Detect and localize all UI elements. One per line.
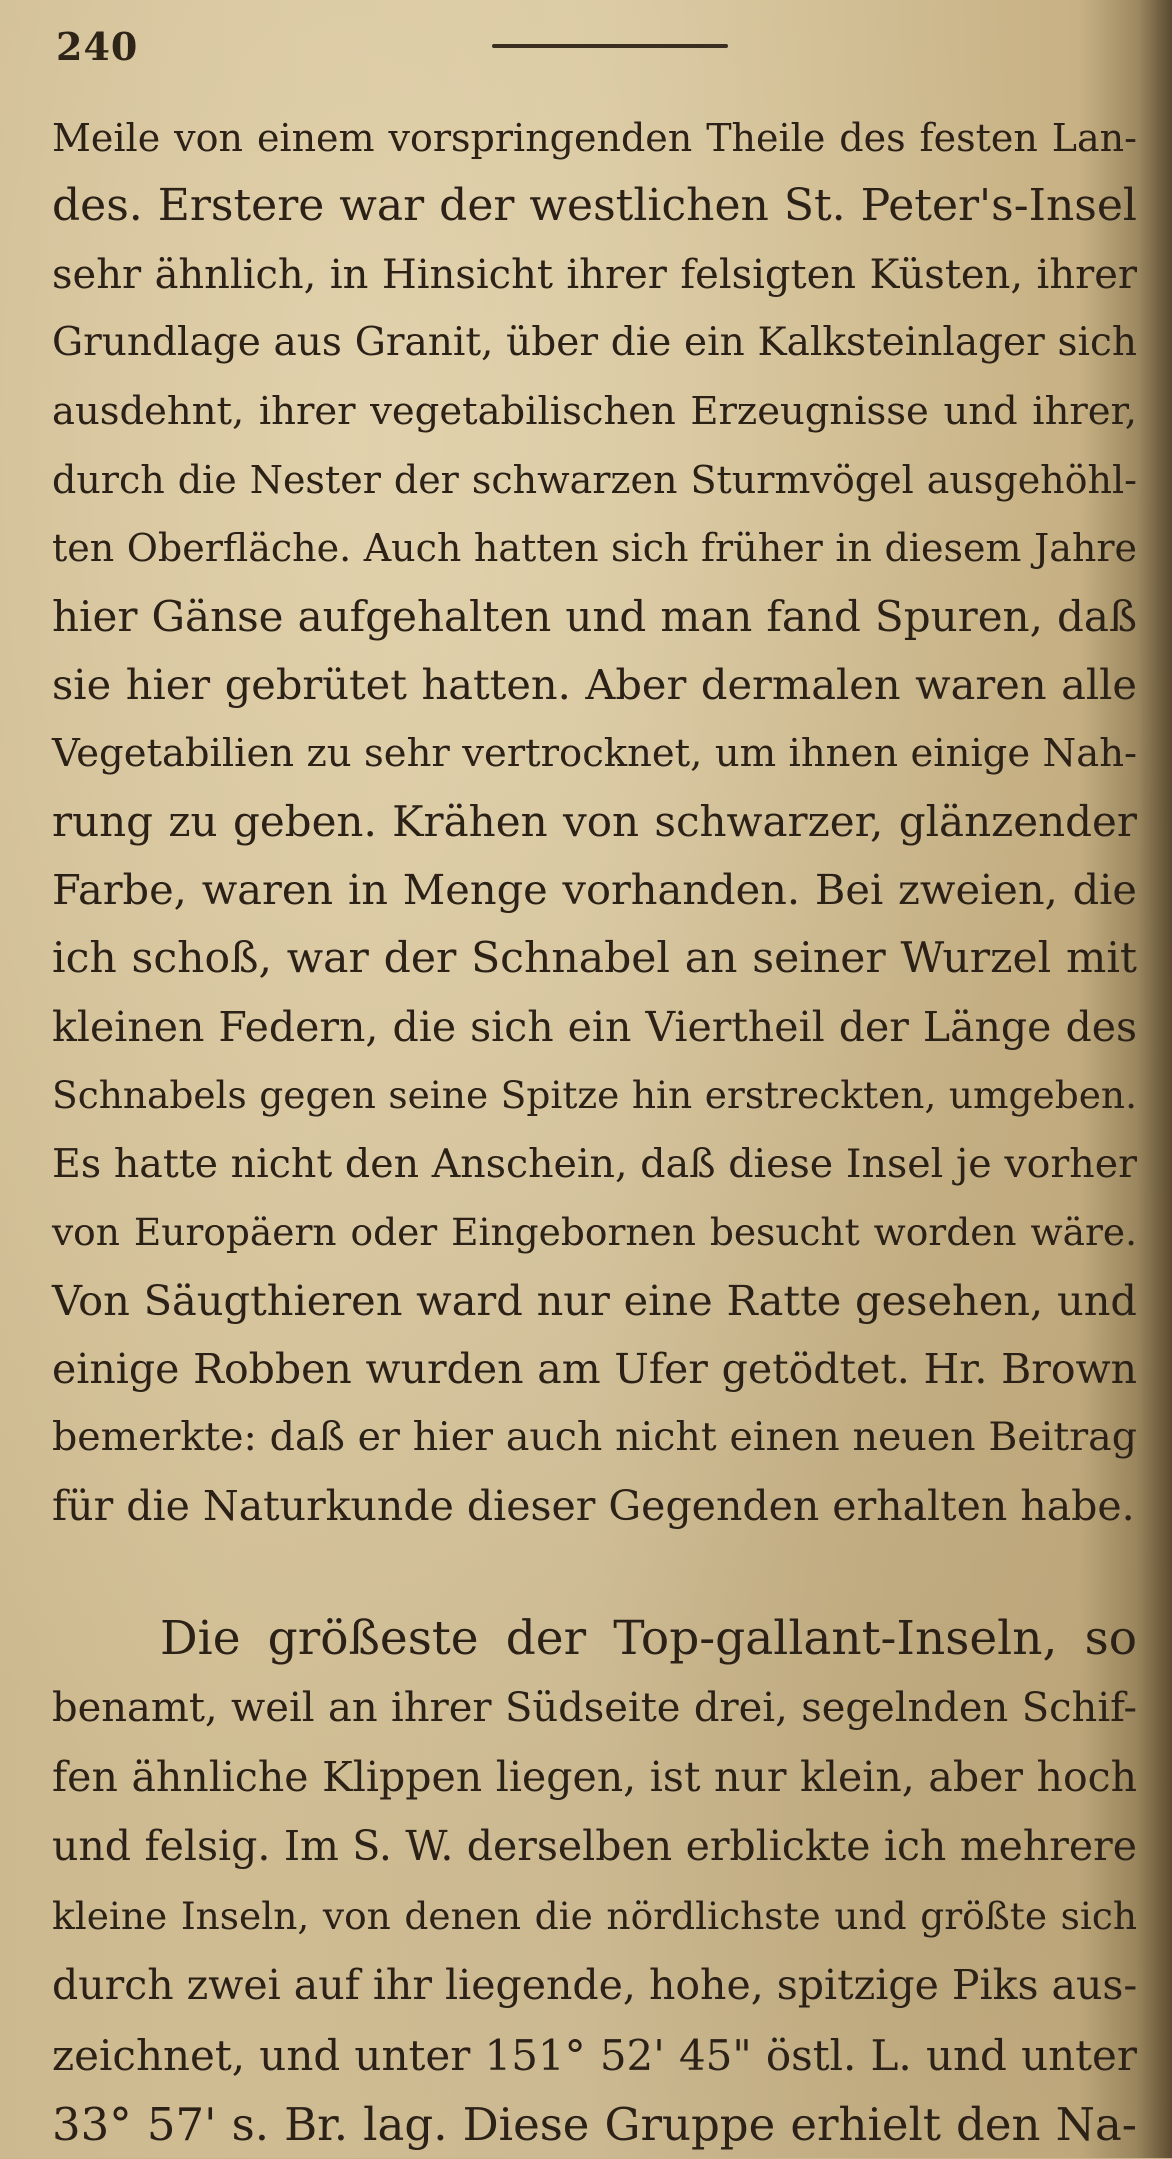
text-line: benamt, weil an ihrer Südseite drei, segelnden Schif- [52, 1684, 1137, 1731]
text-line: Von Säugthieren ward nur eine Ratte gesehen, und [52, 1275, 1137, 1325]
text-line: Grundlage aus Granit, über die ein Kalksteinlager sich [52, 320, 1137, 366]
text-line: für die Naturkunde dieser Gegenden erhalten habe. [52, 1481, 1135, 1530]
paragraph-2 [52, 1604, 1137, 2159]
text-line: Es hatte nicht den Anschein, daß diese Insel je vorher [52, 1140, 1137, 1187]
text-line: ausdehnt, ihrer vegetabilischen Erzeugnisse und ihrer, [52, 388, 1137, 434]
text-line: Farbe, waren in Menge vorhanden. Bei zweien, die [52, 865, 1137, 915]
text-line: ten Oberfläche. Auch hatten sich früher in diesem Jahre [52, 526, 1137, 571]
body-text [52, 104, 1137, 2159]
paragraph-gap [52, 1540, 1137, 1604]
text-line: und felsig. Im S. W. derselben erblickte ich mehrere [52, 1822, 1137, 1871]
text-line: Vegetabilien zu sehr vertrocknet, um ihnen einige Nah- [52, 730, 1137, 776]
text-line: durch die Nester der schwarzen Sturmvögel ausgehöhl- [52, 457, 1137, 502]
text-line: zeichnet, und unter 151° 52' 45" östl. L. und unter [52, 2030, 1137, 2080]
text-line: Die größeste der Top-gallant-Inseln, so [160, 1611, 1137, 1667]
text-line: 33° 57' s. Br. lag. Diese Gruppe erhielt den Na- [52, 2097, 1137, 2151]
text-line: kleine Inseln, von denen die nördlichste und größte sich [52, 1893, 1137, 1938]
text-line: Meile von einem vorspringenden Theile des festen Lan- [52, 116, 1137, 160]
text-line: fen ähnliche Klippen liegen, ist nur klein, aber hoch [52, 1752, 1137, 1801]
paragraph-1 [52, 104, 1137, 1540]
text-line: von Europäern oder Eingebornen besucht worden wäre. [52, 1210, 1137, 1255]
text-line: rung zu geben. Krähen von schwarzer, glänzender [52, 796, 1137, 846]
text-line: sie hier gebrütet hatten. Aber dermalen waren alle [52, 660, 1137, 710]
text-line: bemerkte: daß er hier auch nicht einen neuen Beitrag [52, 1414, 1137, 1461]
text-line: hier Gänse aufgehalten und man fand Spuren, daß [52, 591, 1137, 641]
text-line: einige Robben wurden am Ufer getödtet. Hr. Brown [52, 1345, 1137, 1394]
text-line: Schnabels gegen seine Spitze hin erstreckten, umgeben. [52, 1073, 1137, 1118]
text-line: ich schoß, war der Schnabel an seiner Wurzel mit [52, 933, 1137, 983]
text-line: durch zwei auf ihr liegende, hohe, spitzige Piks aus- [52, 1961, 1138, 2010]
text-line: des. Erstere war der westlichen St. Peter's-Insel [52, 180, 1137, 232]
header-rule [492, 44, 728, 48]
page-number: 240 [56, 24, 139, 69]
text-line: kleinen Federn, die sich ein Viertheil der Länge des [52, 1003, 1137, 1052]
text-line: sehr ähnlich, in Hinsicht ihrer felsigten Küsten, ihrer [52, 251, 1137, 298]
